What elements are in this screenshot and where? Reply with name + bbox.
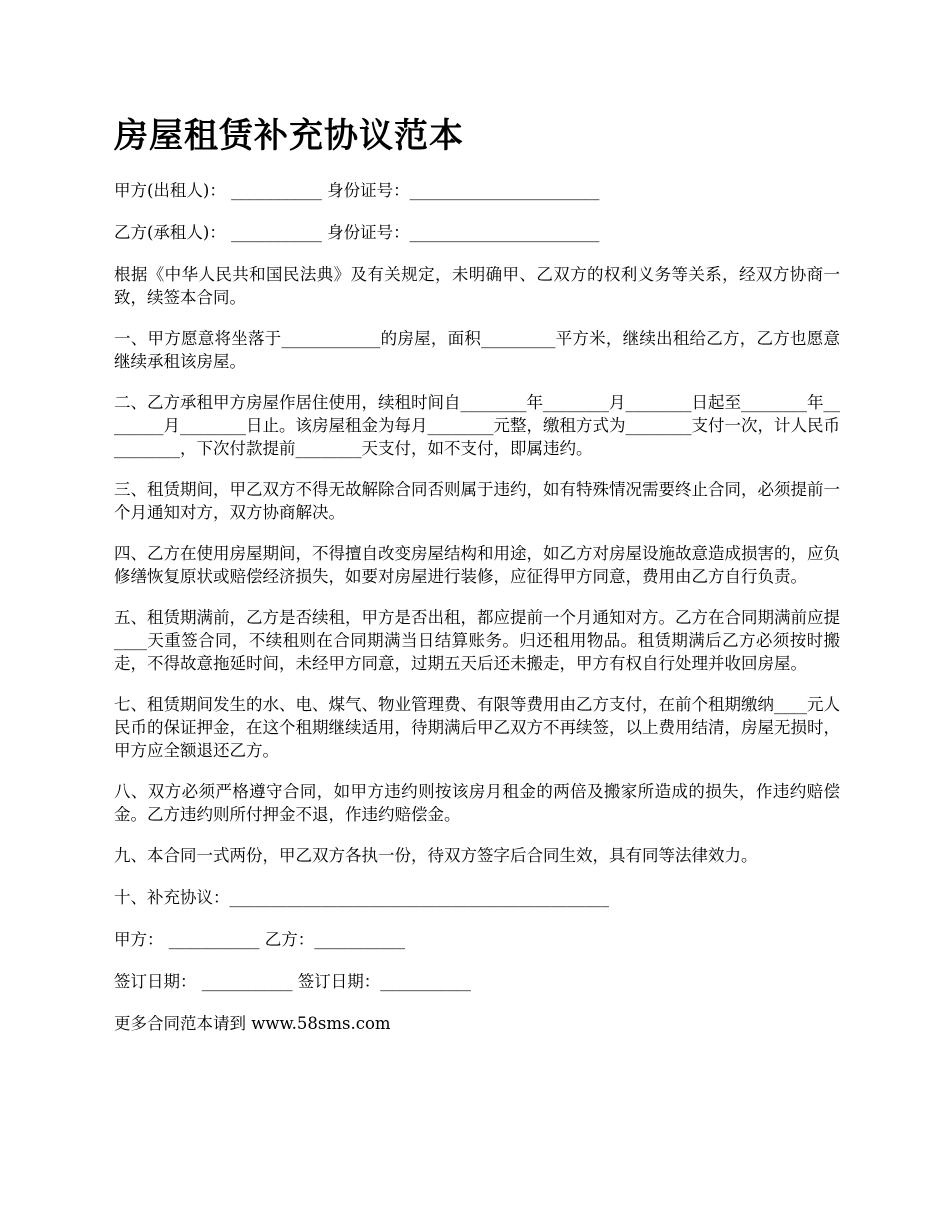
clause-8: 八、双方必须严格遵守合同，如甲方违约则按该房月租金的两倍及搬家所造成的损失，作违约赔偿金。乙方违约则所付押金不退，作违约赔偿金。 [114,782,840,824]
party-a-line: 甲方(出租人)： ___________ 身份证号：_______________________ [114,181,600,200]
clause-2: 二、乙方承租甲方房屋作居住使用，续租时间自________年________月________日起至________年________月________日止。该房屋租金为每月________元整，缴租方式为________支付一次，计人民币________，下次付款提前________天支付，如不支付，即属违约。 [114,393,840,458]
clause-1: 一、甲方愿意将坐落于____________的房屋，面积_________平方米，继续出租给乙方，乙方也愿意继续承租该房屋。 [114,329,840,371]
clause-4: 四、乙方在使用房屋期间，不得擅自改变房屋结构和用途，如乙方对房屋设施故意造成损害的，应负修缮恢复原状或赔偿经济损失，如要对房屋进行装修，应征得甲方同意，费用由乙方自行负责。 [114,544,840,586]
clause-3: 三、租赁期间，甲乙双方不得无故解除合同否则属于违约，如有特殊情况需要终止合同，必须提前一个月通知对方，双方协商解决。 [114,480,840,522]
clause-10-supplement: 十、补充协议：______________________________________________ [114,888,609,907]
clause-9: 九、本合同一式两份，甲乙双方各执一份，待双方签字后合同生效，具有同等法律效力。 [114,846,758,865]
signing-date-line: 签订日期： ___________ 签订日期：___________ [114,972,471,991]
document-title: 房屋租赁补充协议范本 [114,116,464,156]
clause-5: 五、租赁期满前，乙方是否续租，甲方是否出租，都应提前一个月通知对方。乙方在合同期满前应提____天重签合同，不续租则在合同期满当日结算账务。归还租用物品。租赁期满后乙方必须按时搬走，不得故意拖延时间，未经甲方同意，过期五天后还未搬走，甲方有权自行处理并收回房屋。 [114,608,840,673]
clause-7: 七、租赁期间发生的水、电、煤气、物业管理费、有限等费用由乙方支付，在前个租期缴纳____元人民币的保证押金，在这个租期继续适用，待期满后甲乙双方不再续签，以上费用结清，房屋无损时，甲方应全额退还乙方。 [114,695,840,760]
signature-line: 甲方： ___________ 乙方：___________ [114,930,405,949]
preamble-paragraph: 根据《中华人民共和国民法典》及有关规定，未明确甲、乙双方的权利义务等关系，经双方协商一致，续签本合同。 [114,265,840,307]
party-b-line: 乙方(承租人)： ___________ 身份证号：_______________________ [114,223,600,242]
document-body [114,179,840,1054]
footer-link-text: 更多合同范本请到 www.58sms.com [114,1014,391,1033]
